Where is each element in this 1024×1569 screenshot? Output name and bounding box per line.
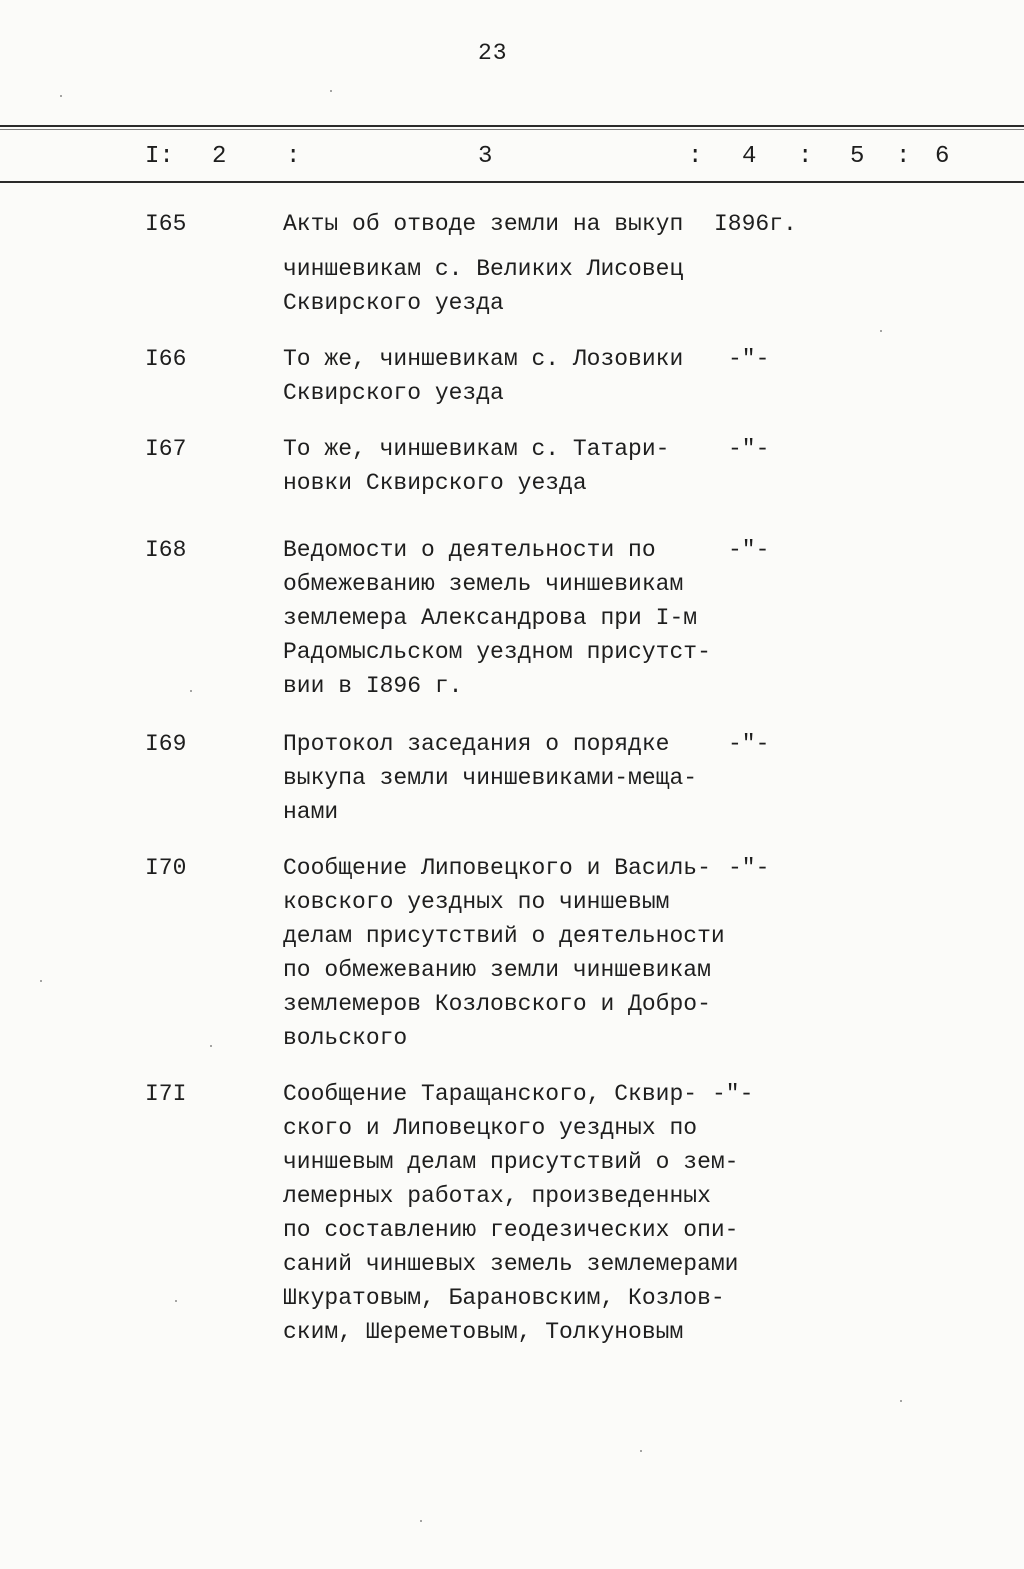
description-line: обмежеванию земель чиншевикам [283,571,684,597]
description-line: чиншевикам с. Великих Лисовец [283,256,684,282]
description-line: Акты об отводе земли на выкуп [283,211,684,237]
record-number: I70 [145,855,187,881]
record-date: -"- [712,1081,754,1107]
description-line: То же, чиншевикам с. Татари- [283,436,670,462]
description-line: нами [283,799,339,825]
record-description [283,207,753,320]
column-header-separator: : [286,143,301,170]
description-line: выкупа земли чиншевиками-меща- [283,765,698,791]
description-line: новки Сквирского уезда [283,470,587,496]
header-top-rule [0,125,1024,127]
column-header-1: I: [145,143,174,170]
description-line: по обмежеванию земли чиншевикам [283,957,711,983]
column-header-separator: : [896,143,911,170]
scan-speck [640,1450,642,1452]
header-bottom-rule [0,181,1024,183]
record-number: I7I [145,1081,187,1107]
description-line: Протокол заседания о порядке [283,731,670,757]
description-line: по составлению геодезических опи- [283,1217,739,1243]
record-date: -"- [728,855,770,881]
column-header-4: 4 [742,143,757,170]
scan-speck [190,690,192,692]
description-line: чиншевым делам присутствий о зем- [283,1149,739,1175]
record-description [283,342,753,410]
record-date: -"- [728,537,770,563]
scan-speck [60,95,62,97]
description-line: лемерных работах, произведенных [283,1183,711,1209]
page-number: 23 [478,40,508,66]
record-date: I896г. [714,211,797,237]
description-line: делам присутствий о деятельности [283,923,725,949]
description-line: ским, Шереметовым, Толкуновым [283,1319,684,1345]
scan-speck [330,90,332,92]
scan-speck [175,1300,177,1302]
description-line: ковского уездных по чиншевым [283,889,670,915]
description-line: Ведомости о деятельности по [283,537,656,563]
record-description [283,1077,753,1349]
record-date: -"- [728,436,770,462]
description-line: землемеров Козловского и Добро- [283,991,711,1017]
scan-speck [420,1520,422,1522]
column-header-6: 6 [935,143,950,170]
description-line: Шкуратовым, Барановским, Козлов- [283,1285,725,1311]
description-line: вольского [283,1025,408,1051]
scan-speck [210,1045,212,1047]
record-number: I68 [145,537,187,563]
record-date: -"- [728,731,770,757]
record-description [283,727,753,829]
description-line: Сквирского уезда [283,380,504,406]
column-header-3: 3 [478,143,493,170]
header-top-rule-inner [0,129,1024,130]
column-header-5: 5 [850,143,865,170]
description-line: Сообщение Липовецкого и Василь- [283,855,711,881]
record-number: I69 [145,731,187,757]
record-description [283,432,753,500]
record-number: I65 [145,211,187,237]
column-header-separator: : [688,143,703,170]
record-date: -"- [728,346,770,372]
record-number: I67 [145,436,187,462]
description-line: Радомысльском уездном присутст- [283,639,711,665]
description-line: То же, чиншевикам с. Лозовики [283,346,684,372]
scan-speck [900,1400,902,1402]
column-header-separator: : [798,143,813,170]
column-header-2: 2 [212,143,227,170]
description-line: саний чиншевых земель землемерами [283,1251,739,1277]
scan-speck [880,330,882,332]
record-description [283,533,753,703]
record-number: I66 [145,346,187,372]
description-line: вии в I896 г. [283,673,463,699]
record-description [283,851,753,1055]
description-line: Сообщение Таращанского, Сквир- [283,1081,698,1107]
description-line: ского и Липовецкого уездных по [283,1115,698,1141]
description-line: землемера Александрова при I-м [283,605,698,631]
scan-speck [40,980,42,982]
description-line: Сквирского уезда [283,290,504,316]
